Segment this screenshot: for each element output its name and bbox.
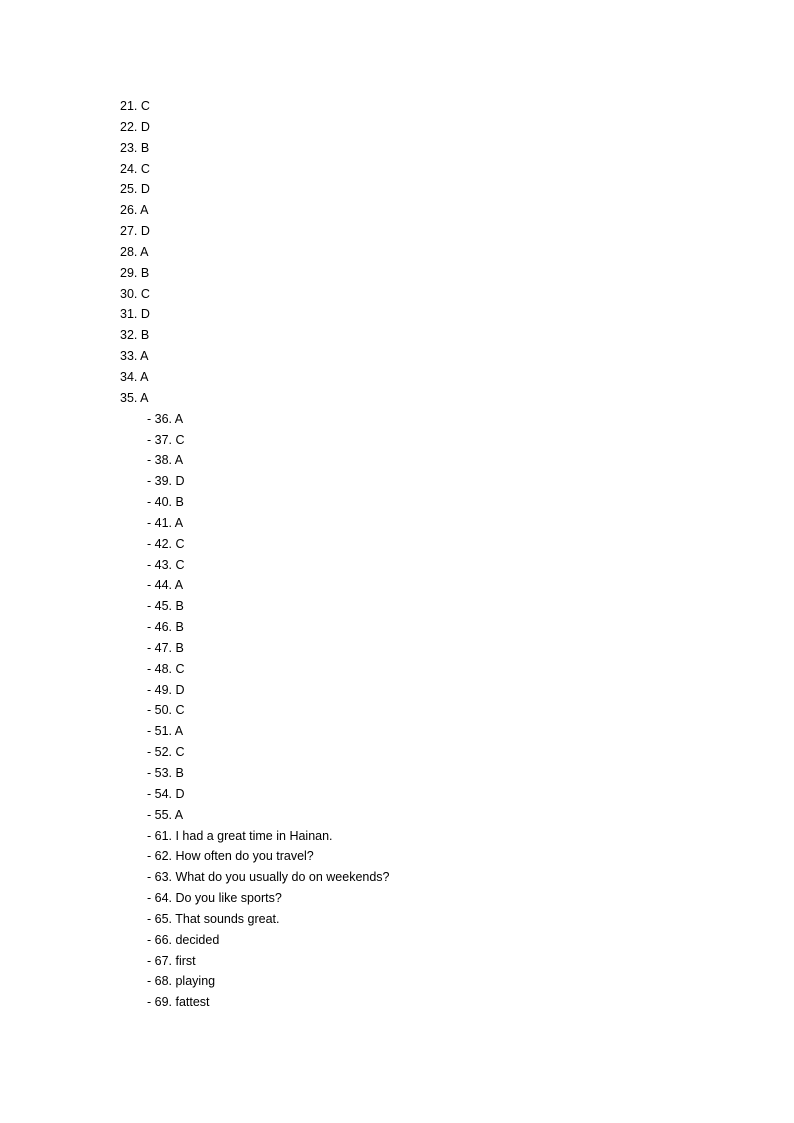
answer-subitem: - 40. B bbox=[147, 495, 184, 510]
answer-item: 33. A bbox=[120, 349, 149, 364]
answer-subitem: - 38. A bbox=[147, 453, 184, 468]
answer-subitem: - 67. first bbox=[147, 953, 196, 968]
answer-item: 35. A bbox=[120, 390, 149, 405]
answer-item: 27. D bbox=[120, 224, 150, 239]
answer-subitem: - 61. I had a great time in Hainan. bbox=[147, 828, 333, 843]
answer-subitem: - 65. That sounds great. bbox=[147, 911, 280, 926]
answer-subitem: - 48. C bbox=[147, 661, 185, 676]
answer-item: 32. B bbox=[120, 328, 150, 343]
answer-item: 25. D bbox=[120, 182, 150, 197]
answer-subitem: - 50. C bbox=[147, 703, 185, 718]
answer-item: 30. C bbox=[120, 286, 150, 301]
answer-subitem: - 39. D bbox=[147, 474, 185, 489]
answer-subitem: - 47. B bbox=[147, 640, 184, 655]
answer-subitem: - 64. Do you like sports? bbox=[147, 891, 282, 906]
answer-subitem: - 46. B bbox=[147, 620, 184, 635]
answer-item: 23. B bbox=[120, 140, 150, 155]
answer-subitem: - 43. C bbox=[147, 557, 185, 572]
answer-subitem: - 42. C bbox=[147, 536, 185, 551]
answer-item: 22. D bbox=[120, 119, 150, 134]
answer-subitem: - 55. A bbox=[147, 807, 184, 822]
answer-item: 31. D bbox=[120, 307, 150, 322]
answer-subitem: - 66. decided bbox=[147, 932, 220, 947]
answer-subitem: - 62. How often do you travel? bbox=[147, 849, 314, 864]
answer-subitem: - 63. What do you usually do on weekends? bbox=[147, 870, 390, 885]
answer-subitem: - 49. D bbox=[147, 682, 185, 697]
answer-subitem: - 68. playing bbox=[147, 974, 216, 989]
answer-item: 24. C bbox=[120, 161, 150, 176]
answer-subitem: - 69. fattest bbox=[147, 995, 210, 1010]
answer-subitem: - 45. B bbox=[147, 599, 184, 614]
answer-key-list bbox=[0, 96, 390, 1013]
answer-item: 28. A bbox=[120, 244, 149, 259]
answer-subitem: - 44. A bbox=[147, 578, 184, 593]
answer-subitem: - 41. A bbox=[147, 515, 184, 530]
answer-subitem: - 54. D bbox=[147, 786, 185, 801]
answer-subitem: - 36. A bbox=[147, 411, 184, 426]
answer-subitem: - 51. A bbox=[147, 724, 184, 739]
answer-item: 21. C bbox=[120, 99, 150, 113]
answer-item: 29. B bbox=[120, 265, 150, 280]
answer-item: 26. A bbox=[120, 203, 149, 218]
answer-subitem: - 53. B bbox=[147, 766, 184, 780]
answer-subitem: - 37. C bbox=[147, 432, 185, 447]
answer-subitem: - 52. C bbox=[147, 745, 185, 760]
answer-item: 34. A bbox=[120, 369, 149, 384]
